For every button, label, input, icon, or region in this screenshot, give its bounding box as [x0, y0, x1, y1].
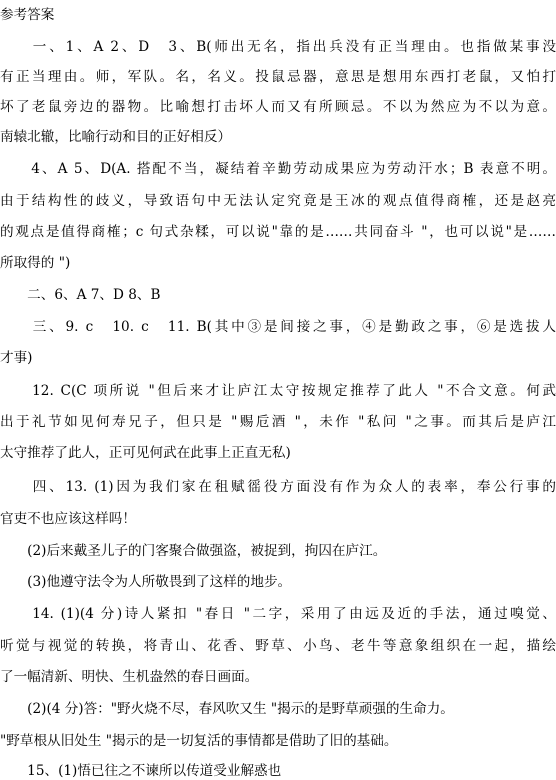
answer-line: "野草根从旧处生 "揭示的是一切复活的事情都是借助了旧的基础。 — [0, 733, 398, 749]
answer-line: 12. C(C 项所说 "但后来才让庐江太守按规定推荐了此人 "不合文意。何武 — [0, 383, 556, 399]
answer-line: 太守推荐了此人，正可见何武在此事上正直无私) — [0, 445, 291, 461]
answer-line: 才事) — [0, 350, 33, 366]
answer-line: 了一幅清新、明快、生机盎然的春日画面。 — [0, 669, 259, 685]
answer-line: 坏了老鼠旁边的器物。比喻想打击坏人而又有所顾忌。不以为然应为不以为意。 — [0, 99, 556, 115]
answer-line: 14. (1)(4 分)诗人紧扣 "春日 "二字，采用了由远及近的手法，通过嗅觉、 — [0, 606, 556, 622]
answer-line: 三、9. c 10. c 11. B(其中③是间接之事，④是勤政之事，⑥是选拔人 — [0, 319, 556, 335]
answer-line: 出于礼节如见何寿兄子，但只是 "赐卮酒 "，未作 "私问 "之事。而其后是庐江 — [0, 414, 556, 430]
answer-line: 官吏不也应该这样吗！ — [0, 511, 136, 527]
answer-line: 四、13. (1)因为我们家在租赋徭役方面没有作为众人的表率，奉公行事的 — [0, 479, 556, 495]
answer-line: 由于结构性的歧义，导致语句中无法认定究竟是王冰的观点值得商榷，还是赵亮 — [0, 193, 556, 209]
answer-line: 15、(1)悟已往之不谏所以传道受业解惑也 — [0, 763, 282, 779]
answer-line: 听觉与视觉的转换，将青山、花香、野草、小鸟、老牛等意象组织在一起，描绘 — [0, 638, 556, 654]
answer-line: 二、6、A 7、D 8、B — [0, 287, 161, 303]
answer-line: 有正当理由。师，军队。名，名义。投鼠忌器，意思是想用东西打老鼠，又怕打 — [0, 69, 556, 85]
answer-line: (2)(4 分)答："野火烧不尽，春风吹又生 "揭示的是野草顽强的生命力。 — [0, 701, 454, 717]
answer-line: 4、A 5、D(A. 搭配不当，凝结着辛勤劳动成果应为劳动汗水；B 表意不明。 — [0, 161, 556, 177]
answer-line: (2)后来戴圣儿子的门客聚合做强盗，被捉到，拘囚在庐江。 — [0, 543, 387, 559]
answer-line: 南辕北辙，比喻行动和目的正好相反） — [0, 129, 232, 145]
answer-line: 的观点是值得商榷；c 句式杂糅，可以说"靠的是……共同奋斗 "，也可以说"是…… — [0, 224, 556, 240]
answer-line: (3)他遵守法令为人所敬畏到了这样的地步。 — [0, 574, 292, 590]
answer-line: 一、1、A 2、D 3、B(师出无名，指出兵没有正当理由。也指做某事没 — [0, 39, 556, 55]
answer-line: 所取得的 ") — [0, 255, 71, 271]
document-heading: 参考答案 — [0, 7, 55, 23]
